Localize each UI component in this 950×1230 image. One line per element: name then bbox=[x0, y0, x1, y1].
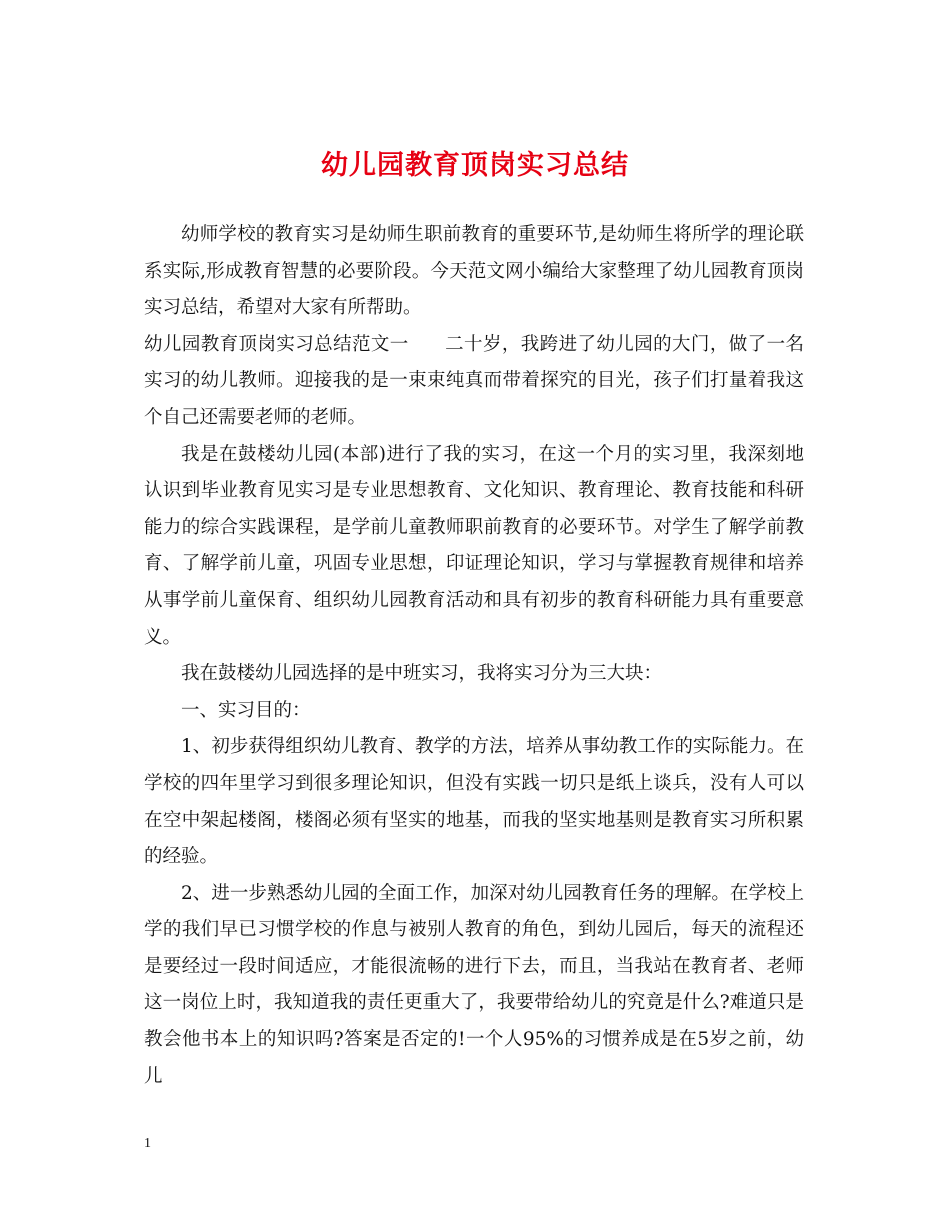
document-title: 幼儿园教育顶岗实习总结 bbox=[321, 150, 629, 181]
body-paragraph: 我是在鼓楼幼儿园(本部)进行了我的实习，在这一个月的实习里，我深刻地认识到毕业教育见实习是专业思想教育、文化知识、教育理论、教育技能和科研能力的综合实践课程，是学前儿童教师职前教育的必要环节。对学生了解学前教育、了解学前儿童，巩固专业思想，印证理论知识，学习与掌握教育规律和培养从事学前儿童保育、组织幼儿园教育活动和具有初步的教育科研能力具有重要意义。 bbox=[144, 443, 804, 648]
intro-paragraph: 幼师学校的教育实习是幼师生职前教育的重要环节,是幼师生将所学的理论联系实际,形成教育智慧的必要阶段。今天范文网小编给大家整理了幼儿园教育顶岗实习总结，希望对大家有所帮助。 bbox=[144, 224, 804, 319]
sample-heading: 幼儿园教育顶岗实习总结范文一 bbox=[144, 333, 409, 355]
list-item: 1、初步获得组织幼儿教育、教学的方法，培养从事幼教工作的实际能力。在学校的四年里学习到很多理论知识，但没有实践一切只是纸上谈兵，没有人可以在空中架起楼阁，楼阁必须有坚实的地基，而我的坚实地基则是教育实习所积累的经验。 bbox=[144, 736, 804, 868]
list-item: 2、进一步熟悉幼儿园的全面工作，加深对幼儿园教育任务的理解。在学校上学的我们早已习惯学校的作息与被别人教育的角色，到幼儿园后，每天的流程还是要经过一段时间适应，才能很流畅的进行下去，而且，当我站在教育者、老师这一岗位上时，我知道我的责任更重大了，我要带给幼儿的究竟是什么?难道只是教会他书本上的知识吗?答案是否定的!一个人95%的习惯养成是在5岁之前，幼儿 bbox=[144, 882, 804, 1087]
section-heading: 一、实习目的： bbox=[181, 699, 311, 721]
sample-intro: 二十岁，我跨进了幼儿园的大门，做了一名实习的幼儿教师。迎接我的是一束束纯真而带着探究的目光，孩子们打量着我这个自己还需要老师的老师。 bbox=[144, 333, 804, 428]
page-number: 1 bbox=[144, 1136, 151, 1151]
body-paragraph: 我在鼓楼幼儿园选择的是中班实习，我将实习分为三大块： bbox=[181, 663, 663, 685]
sample-paragraph bbox=[144, 327, 804, 437]
document-body bbox=[144, 217, 804, 1095]
